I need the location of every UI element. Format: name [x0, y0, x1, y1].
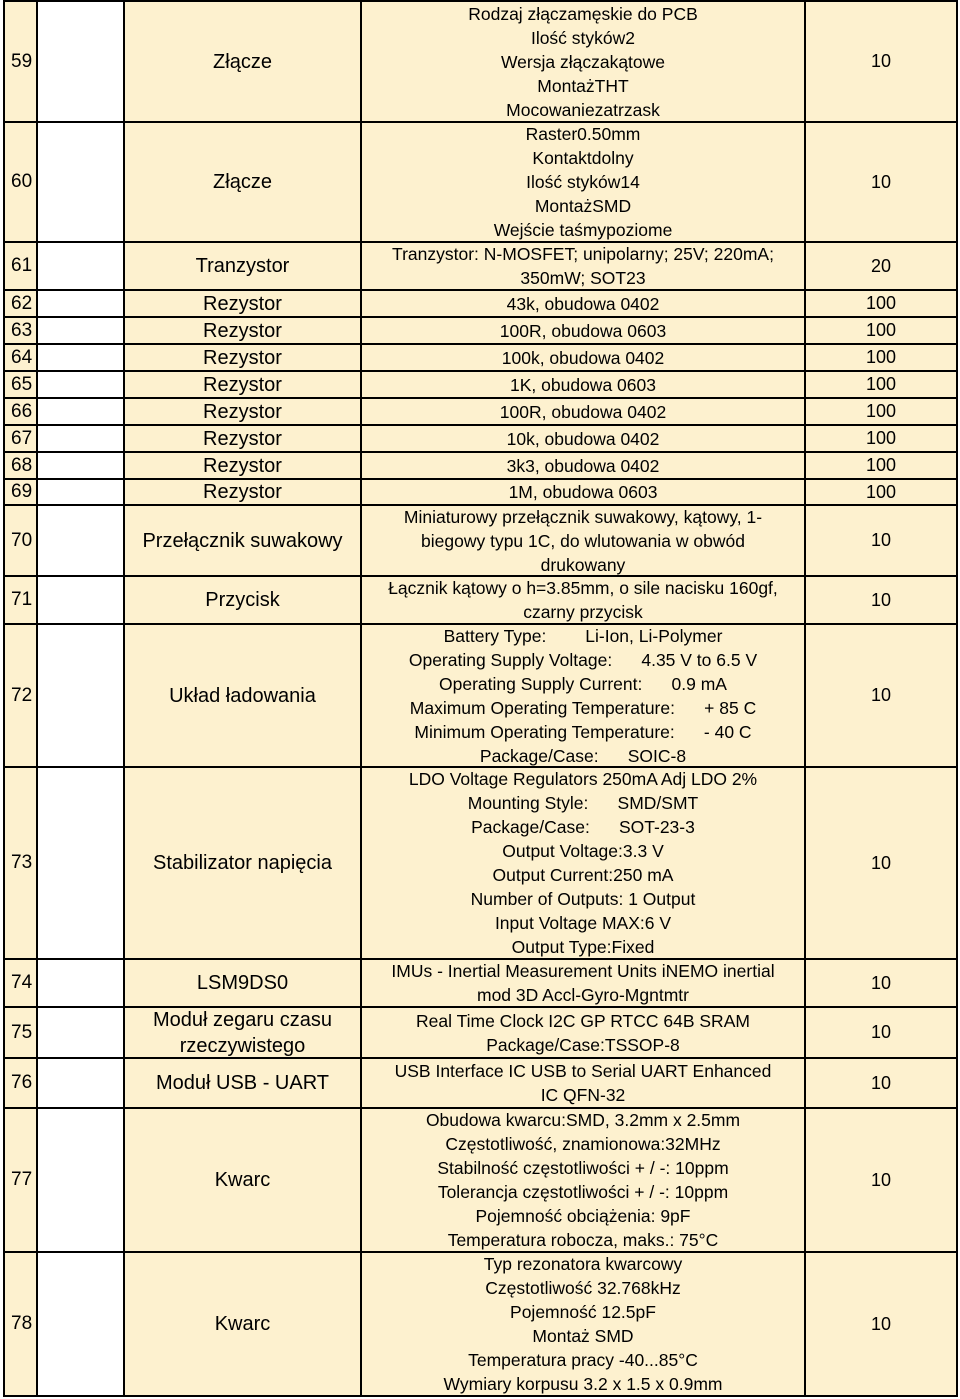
row-number: 59	[3, 2, 38, 121]
part-description	[360, 625, 804, 766]
description-line: Package/Case: SOT-23-3	[471, 817, 695, 837]
row-number: 61	[3, 243, 38, 289]
part-description	[360, 453, 804, 478]
description-line: Ilość styków14	[526, 172, 640, 192]
part-quantity: 100	[804, 318, 958, 343]
description-line: Obudowa kwarcu:SMD, 3.2mm x 2.5mm	[425, 1110, 741, 1130]
row-number: 65	[3, 372, 38, 397]
description-line: MontażSMD	[534, 196, 632, 216]
column-gap	[38, 345, 123, 370]
row-number: 60	[3, 123, 38, 241]
column-gap	[38, 577, 123, 623]
description-line: Output Type:Fixed	[511, 937, 655, 957]
column-gap	[38, 1253, 123, 1395]
table-row	[3, 424, 958, 451]
table-row	[3, 1251, 958, 1397]
part-quantity: 100	[804, 372, 958, 397]
column-gap	[38, 1059, 123, 1107]
part-description	[360, 318, 804, 343]
description-line: 100R, obudowa 0402	[499, 401, 667, 422]
part-name: Moduł zegaru czasu rzeczywistego	[123, 1008, 360, 1057]
column-gap	[38, 123, 123, 241]
table-row	[3, 1006, 958, 1057]
description-line: drukowany	[540, 554, 626, 575]
description-line: Wymiary korpusu 3.2 x 1.5 x 0.9mm	[443, 1374, 723, 1394]
description-line: 1M, obudowa 0603	[508, 482, 658, 502]
table-row	[3, 478, 958, 504]
description-line: Łącznik kątowy o h=3.85mm, o sile nacisku 160gf,	[388, 578, 778, 598]
table-row	[3, 451, 958, 478]
description-line: Wersja złączakątowe	[500, 51, 666, 72]
part-name: Stabilizator napięcia	[123, 768, 360, 958]
row-number: 70	[3, 506, 38, 575]
description-line: Operating Supply Current: 0.9 mA	[439, 673, 727, 694]
description-line: Rodzaj złączamęskie do PCB	[468, 3, 698, 24]
description-line: czarny przycisk	[523, 602, 643, 622]
column-gap	[38, 243, 123, 289]
table-row	[3, 0, 958, 121]
description-line: Częstotliwość 32.768kHz	[485, 1278, 681, 1298]
part-name: Kwarc	[123, 1253, 360, 1395]
description-line: Temperatura pracy -40...85°C	[468, 1350, 698, 1370]
part-quantity: 10	[804, 768, 958, 958]
table-row	[3, 241, 958, 289]
description-line: Kontaktdolny	[532, 148, 634, 168]
part-quantity: 10	[804, 1109, 958, 1251]
part-quantity: 10	[804, 960, 958, 1006]
part-description	[360, 291, 804, 316]
part-name: Przełącznik suwakowy	[123, 506, 360, 575]
part-name: Rezystor	[123, 291, 360, 316]
description-line: Number of Outputs: 1 Output	[470, 889, 696, 909]
description-line: Typ rezonatora kwarcowy	[483, 1254, 683, 1274]
row-number: 66	[3, 399, 38, 424]
description-line: Temperatura robocza, maks.: 75°C	[447, 1230, 719, 1250]
description-line: 43k, obudowa 0402	[506, 293, 660, 314]
part-quantity: 10	[804, 625, 958, 766]
part-quantity: 10	[804, 506, 958, 575]
column-gap	[38, 625, 123, 766]
part-name: Przycisk	[123, 577, 360, 623]
description-line: biegowy typu 1C, do wlutowania w obwód	[421, 530, 745, 551]
description-line: Maximum Operating Temperature: + 85 C	[409, 697, 757, 718]
column-gap	[38, 768, 123, 958]
row-number: 73	[3, 768, 38, 958]
description-line: 100k, obudowa 0402	[501, 347, 665, 368]
part-name: Układ ładowania	[123, 625, 360, 766]
description-line: Montaż SMD	[532, 1326, 634, 1346]
row-number: 67	[3, 426, 38, 451]
description-line: Real Time Clock I2C GP RTCC 64B SRAM	[416, 1010, 750, 1031]
column-gap	[38, 372, 123, 397]
part-name: Rezystor	[123, 345, 360, 370]
part-quantity: 20	[804, 243, 958, 289]
part-description	[360, 372, 804, 397]
part-name: Złącze	[123, 123, 360, 241]
part-description	[360, 480, 804, 504]
description-line: Mounting Style: SMD/SMT	[467, 793, 699, 813]
description-line: 3k3, obudowa 0402	[506, 455, 660, 476]
description-line: Battery Type: Li-Ion, Li-Polymer	[443, 625, 723, 646]
part-description	[360, 243, 804, 289]
part-name: Kwarc	[123, 1109, 360, 1251]
part-description	[360, 426, 804, 451]
part-description	[360, 960, 804, 1006]
table-row	[3, 766, 958, 958]
table-row	[3, 370, 958, 397]
part-quantity: 100	[804, 345, 958, 370]
description-line: 100R, obudowa 0603	[499, 320, 667, 341]
table-row	[3, 504, 958, 575]
part-description	[360, 123, 804, 241]
description-line: 10k, obudowa 0402	[506, 428, 660, 449]
description-line: IC QFN-32	[540, 1085, 626, 1105]
part-name: Rezystor	[123, 399, 360, 424]
description-line: Stabilność częstotliwości + / -: 10ppm	[437, 1158, 729, 1178]
part-description	[360, 399, 804, 424]
part-quantity: 100	[804, 291, 958, 316]
part-quantity: 100	[804, 399, 958, 424]
column-gap	[38, 453, 123, 478]
description-line: mod 3D Accl-Gyro-Mgntmtr	[477, 985, 689, 1005]
description-line: Częstotliwość, znamionowa:32MHz	[445, 1134, 721, 1154]
part-description	[360, 1253, 804, 1395]
part-quantity: 100	[804, 426, 958, 451]
table-row	[3, 316, 958, 343]
table-row	[3, 623, 958, 766]
column-gap	[38, 1109, 123, 1251]
part-description	[360, 1008, 804, 1057]
table-row	[3, 575, 958, 623]
description-line: 1K, obudowa 0603	[510, 374, 656, 395]
part-name: Rezystor	[123, 480, 360, 504]
description-line: Package/Case: SOIC-8	[479, 745, 687, 766]
table-row	[3, 1057, 958, 1107]
part-description	[360, 1109, 804, 1251]
part-name: Moduł USB - UART	[123, 1059, 360, 1107]
column-gap	[38, 291, 123, 316]
part-quantity: 100	[804, 480, 958, 504]
description-line: Mocowaniezatrzask	[506, 99, 660, 120]
column-gap	[38, 960, 123, 1006]
part-quantity: 10	[804, 1253, 958, 1395]
description-line: Miniaturowy przełącznik suwakowy, kątowy, 1-	[403, 506, 763, 527]
row-number: 68	[3, 453, 38, 478]
description-line: Minimum Operating Temperature: - 40 C	[414, 721, 752, 742]
column-gap	[38, 1008, 123, 1057]
description-line: IMUs - Inertial Measurement Units iNEMO inertial	[391, 961, 775, 981]
part-name: Rezystor	[123, 426, 360, 451]
description-line: Tolerancja częstotliwości + / -: 10ppm	[437, 1182, 729, 1202]
column-gap	[38, 399, 123, 424]
part-description	[360, 345, 804, 370]
description-line: Operating Supply Voltage: 4.35 V to 6.5 V	[408, 649, 758, 670]
table-row	[3, 289, 958, 316]
description-line: Pojemność obciążenia: 9pF	[475, 1206, 691, 1226]
part-name: LSM9DS0	[123, 960, 360, 1006]
description-line: USB Interface IC USB to Serial UART Enhanced	[394, 1061, 772, 1081]
part-quantity: 10	[804, 123, 958, 241]
part-description	[360, 768, 804, 958]
description-line: Output Voltage:3.3 V	[502, 841, 664, 861]
part-name: Rezystor	[123, 372, 360, 397]
part-name: Rezystor	[123, 318, 360, 343]
row-number: 77	[3, 1109, 38, 1251]
description-line: Tranzystor: N-MOSFET; unipolarny; 25V; 220mA;	[392, 244, 774, 264]
row-number: 69	[3, 480, 38, 504]
part-quantity: 100	[804, 453, 958, 478]
description-line: Package/Case:TSSOP-8	[486, 1034, 680, 1055]
part-description	[360, 2, 804, 121]
part-description	[360, 1059, 804, 1107]
row-number: 63	[3, 318, 38, 343]
part-name: Tranzystor	[123, 243, 360, 289]
row-number: 76	[3, 1059, 38, 1107]
description-line: 350mW; SOT23	[520, 268, 646, 288]
row-number: 75	[3, 1008, 38, 1057]
row-number: 64	[3, 345, 38, 370]
part-name: Złącze	[123, 2, 360, 121]
part-name: Rezystor	[123, 453, 360, 478]
column-gap	[38, 480, 123, 504]
part-quantity: 10	[804, 2, 958, 121]
row-number: 74	[3, 960, 38, 1006]
row-number: 71	[3, 577, 38, 623]
description-line: Output Current:250 mA	[492, 865, 674, 885]
row-number: 78	[3, 1253, 38, 1395]
description-line: Wejście taśmypoziome	[493, 220, 673, 240]
part-description	[360, 577, 804, 623]
description-line: Input Voltage MAX:6 V	[494, 913, 672, 933]
table-row	[3, 121, 958, 241]
table-row	[3, 958, 958, 1006]
description-line: Pojemność 12.5pF	[510, 1302, 656, 1322]
column-gap	[38, 2, 123, 121]
description-line: Raster0.50mm	[525, 124, 641, 144]
table-row	[3, 397, 958, 424]
part-quantity: 10	[804, 1008, 958, 1057]
column-gap	[38, 426, 123, 451]
row-number: 62	[3, 291, 38, 316]
part-quantity: 10	[804, 577, 958, 623]
description-line: LDO Voltage Regulators 250mA Adj LDO 2%	[408, 769, 758, 789]
part-quantity: 10	[804, 1059, 958, 1107]
column-gap	[38, 318, 123, 343]
description-line: Ilość styków2	[530, 27, 636, 48]
table-row	[3, 343, 958, 370]
part-description	[360, 506, 804, 575]
description-line: MontażTHT	[537, 75, 629, 96]
column-gap	[38, 506, 123, 575]
row-number: 72	[3, 625, 38, 766]
table-row	[3, 1107, 958, 1251]
